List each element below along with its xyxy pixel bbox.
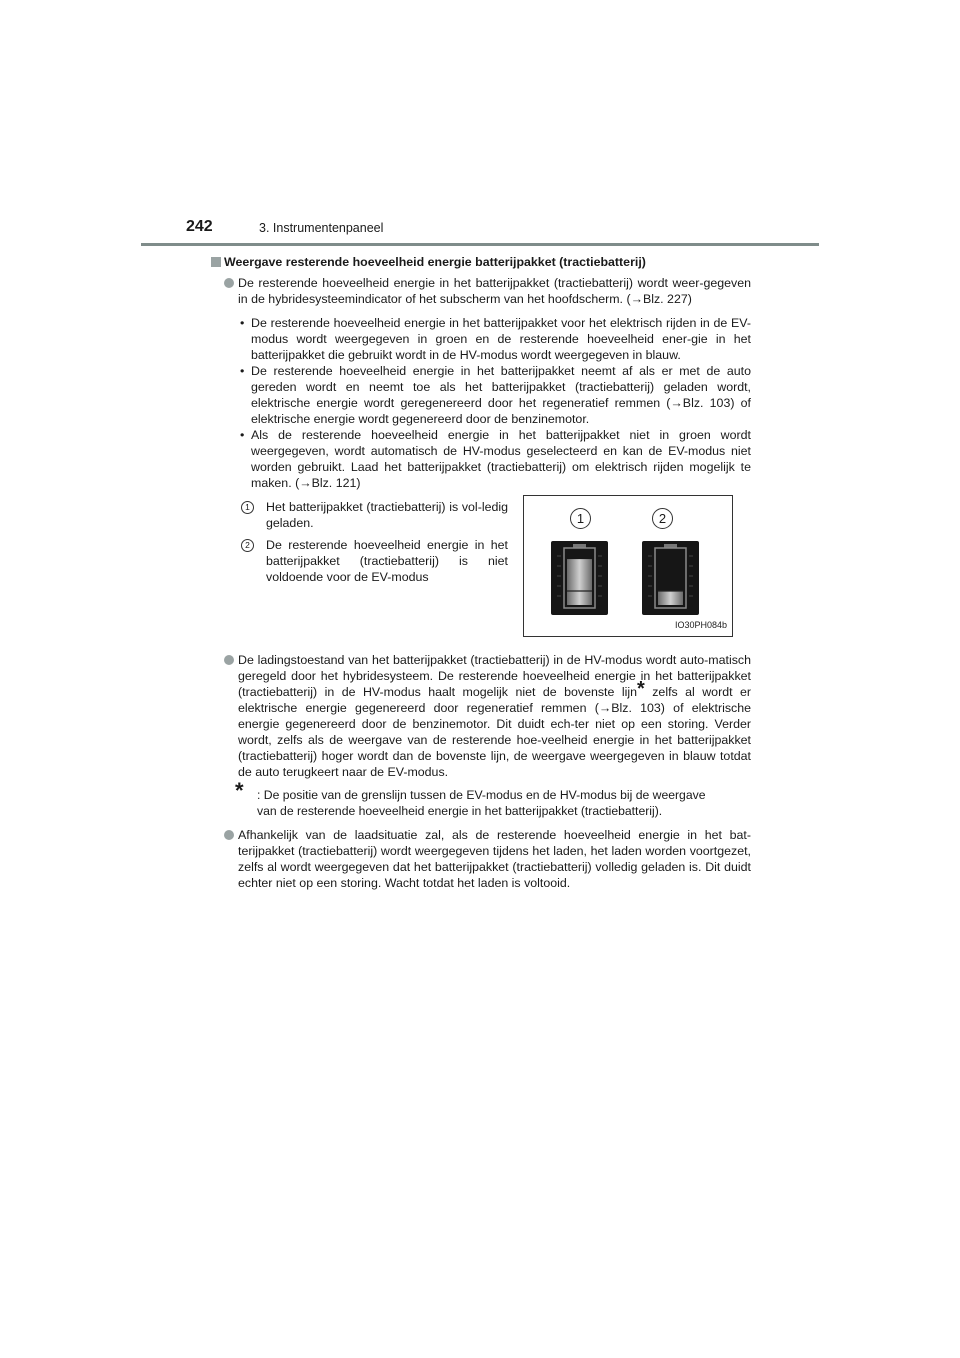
bullet-text: De resterende hoeveelheid energie in het batterijpakket (tractiebatterij) wordt weer-gegeven in de hybridesysteemindicator of het subscherm van het hoofdscherm. (→Blz. 227) (238, 276, 751, 306)
battery-low-icon (642, 541, 699, 615)
legend-item (241, 499, 508, 531)
bullet-paragraph (211, 275, 751, 307)
legend-item (241, 537, 508, 585)
footnote-text: : De positie van de grenslijn tussen de EV-modus en de HV-modus bij de weergave (257, 788, 706, 802)
sub-bullet-marker: • (240, 364, 245, 378)
footnote-star: * (636, 677, 645, 700)
legend-text: De resterende hoeveelheid energie in het batterijpakket (tractiebatterij) is niet voldoende voor de EV-modus (266, 538, 508, 584)
footnote-continuation: van de resterende hoeveelheid energie in het batterijpakket (tractiebatterij). (257, 804, 663, 818)
section-heading (211, 254, 751, 270)
bullet-text-part-1: De ladingstoestand van het batterijpakket (tractiebatterij) in de HV-modus wordt auto-matisch geregeld door het hybridesysteem. De resterende hoeveelheid energie in het batterijpakket (tractiebatterij) in de HV-modus haalt mogelijk niet de bovenste lijn (238, 653, 751, 699)
square-bullet-icon (211, 257, 221, 267)
circle-bullet-icon (224, 830, 234, 840)
sub-list-item (238, 427, 751, 491)
sub-item-text: Als de resterende hoeveelheid energie in het batterijpakket niet in groen wordt weergegeven, wordt automatisch de HV-modus geselecteerd en kan de EV-modus niet worden gebruikt. Laad het batterijpakket (tractiebatterij) om elektrisch rijden mogelijk te maken. (→Blz. 121) (251, 428, 751, 490)
bullet-paragraph (211, 652, 751, 780)
legend-number: 2 (241, 539, 254, 552)
page-content (211, 254, 751, 891)
section-heading-text: Weergave resterende hoeveelheid energie batterijpakket (tractiebatterij) (224, 255, 646, 269)
bullet-paragraph (211, 827, 751, 891)
sub-list-item (238, 363, 751, 427)
figure-row (211, 495, 751, 647)
bullet-text-part-2: zelfs al wordt er elektrische energie gegenereerd door regeneratief remmen (→Blz. 103) of elektrische energie gegenereerd door de benzinemotor. Dit duidt ech-ter niet op een storing. Verder wordt, zelfs als de weergave van de resterende hoe-veelheid energie in het batterijpakket (tractiebatterij) hoger wordt dan de bovenste lijn, de weergave weergegeven in blauw totdat de auto terugkeert naar de EV-modus. (238, 685, 751, 779)
sub-item-text: De resterende hoeveelheid energie in het batterijpakket voor het elektrisch rijden in de EV-modus wordt weergegeven in groen en de resterende hoeveelheid ener-gie in het batterijpakket die gebruikt wordt in de HV-modus wordt weergegeven in blauw. (251, 316, 751, 362)
footnote-marker: * (235, 778, 244, 803)
circle-bullet-icon (224, 655, 234, 665)
bullet-text: Afhankelijk van de laadsituatie zal, als de resterende hoeveelheid energie in het bat-terijpakket (tractiebatterij) wordt weergegeven tijdens het laden, het laden worden voortgezet, zelfs al wordt weergegeven dat het batterijpakket (tractiebatterij) volledig geladen is. Dit duidt echter niet op een storing. Wacht totdat het laden is voltooid. (238, 828, 751, 890)
legend-text: Het batterijpakket (tractiebatterij) is vol-ledig geladen. (266, 500, 508, 530)
figure-legend (241, 499, 508, 591)
sub-item-text: De resterende hoeveelheid energie in het batterijpakket neemt af als er met de auto gereden wordt en neemt toe als het batterijpakket (tractiebatterij) geladen wordt, elektrische energie wordt geregenereerd door het regeneratief remmen (→Blz. 103) of elektrische energie wordt gegenereerd door de benzinemotor. (251, 364, 751, 426)
footnote (211, 778, 751, 819)
battery-full-icon (551, 541, 608, 615)
sub-list (238, 315, 751, 491)
legend-number: 1 (241, 501, 254, 514)
sub-bullet-marker: • (240, 316, 245, 330)
sub-bullet-marker: • (240, 428, 245, 442)
header-rule (141, 243, 819, 246)
figure-code: IO30PH084b (674, 620, 727, 630)
sub-list-item (238, 315, 751, 363)
figure-label-1: 1 (570, 508, 591, 529)
page-number: 242 (186, 218, 213, 235)
figure-label-2: 2 (652, 508, 673, 529)
circle-bullet-icon (224, 278, 234, 288)
battery-figure (523, 495, 733, 637)
section-title: 3. Instrumentenpaneel (259, 221, 384, 235)
